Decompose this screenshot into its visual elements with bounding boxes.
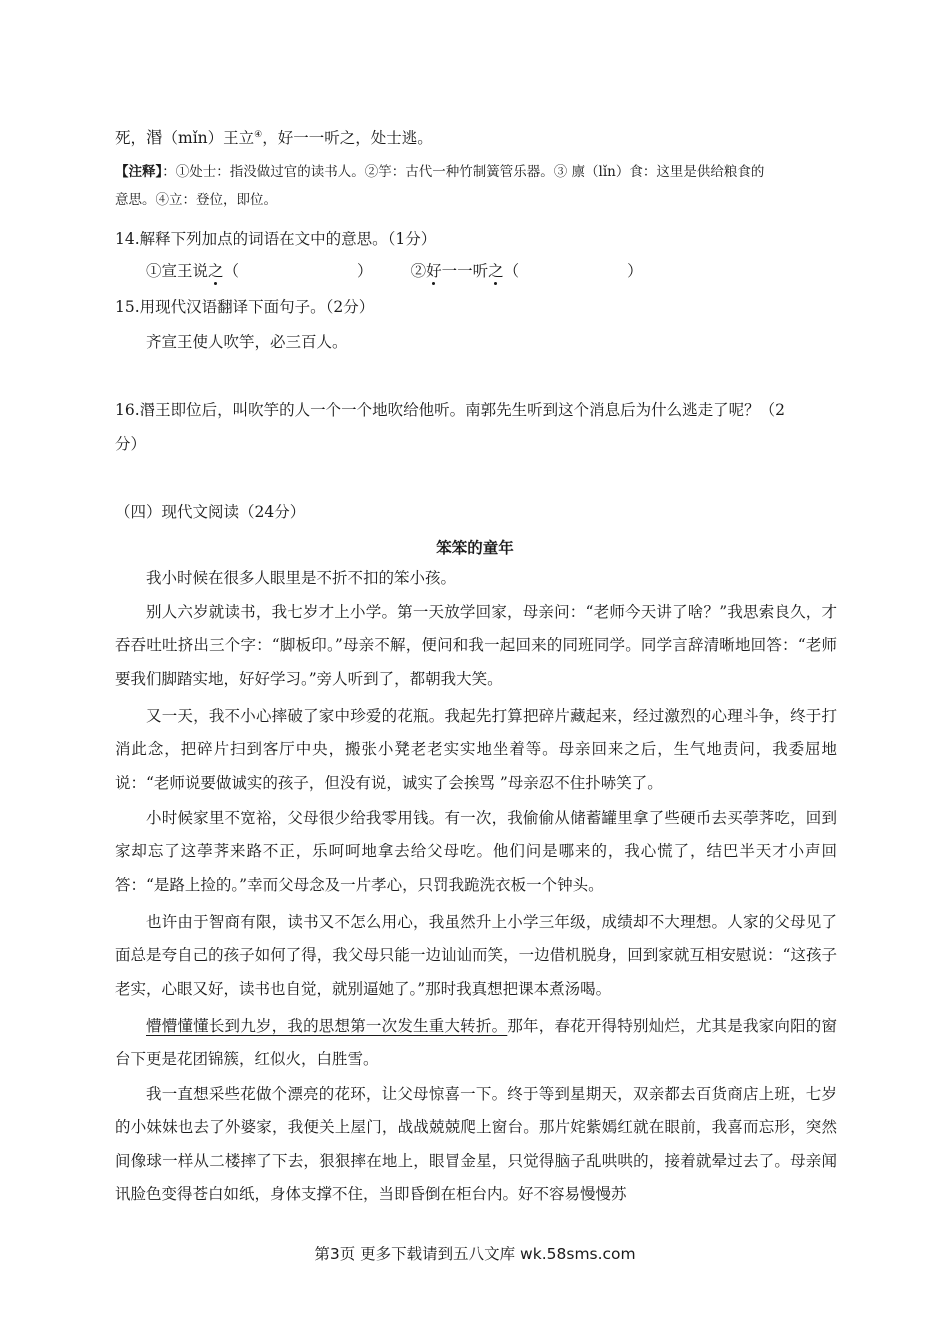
article-paragraph-7: 我一直想采些花做个漂亮的花环，让父母惊喜一下。终于等到星期天，双亲都去百货商店上班，七岁的小妹妹也去了外婆家，我便关上屋门，战战兢兢爬上窗台。那片姹紫嫣红就在眼前，我喜而忘形，突然间像球一样从二楼摔了下去，狠狠摔在地上，眼冒金星，只觉得脑子乱哄哄的，接着就晕过去了。母亲闻讯脸色变得苍白如纸，身体支撑不住，当即昏倒在柜台内。好不容易慢慢苏: [115, 1085, 837, 1204]
question-16-cont: 分）: [115, 435, 147, 453]
paren-close: ）: [357, 262, 373, 280]
article-paragraph-3: 又一天，我不小心摔破了家中珍爱的花瓶。我起先打算把碎片藏起来，经过激烈的心理斗争，终于打消此念，把碎片扫到客厅中央，搬张小凳老老实实地坐着等。母亲回来之后，生气地责问，我委屈地说：“老师说要做诚实的孩子，但没有说，诚实了会挨骂 ”母亲忍不住扑哧笑了。: [115, 707, 837, 792]
paren-open: （: [223, 262, 240, 280]
story-ending-line: [115, 124, 433, 148]
annotation-block: [115, 158, 837, 214]
question-15: 15.用现代汉语翻译下面句子。（2分）: [115, 298, 375, 316]
dotted-char: 好: [426, 262, 442, 280]
section-heading: （四）现代文阅读（24分）: [115, 503, 306, 521]
page-footer: 第3页 更多下载请到五八文库 wk.58sms.com: [314, 1245, 636, 1263]
question-16: 16.湣王即位后，叫吹竽的人一个一个地吹给他听。南郭先生听到这个消息后为什么逃走了呢？（2: [115, 401, 786, 419]
annotation-text-cont: 意思。④立：登位，即位。: [115, 192, 277, 208]
article-paragraph-4: 小时候家里不宽裕，父母很少给我零用钱。有一次，我偷偷从储蓄罐里拿了些硬币去买荸荠吃，回到家却忘了这荸荠来路不正，乐呵呵地拿去给父母吃。他们问是哪来的，我心慌了，结巴半天才小声回答：“是路上捡的。”幸而父母念及一片孝心，只罚我跪洗衣板一个钟头。: [115, 809, 837, 894]
q14b-prefix: ②: [410, 262, 427, 280]
dotted-char: 之: [208, 262, 224, 280]
pinyin-fragment: （mǐn）王立: [162, 129, 255, 147]
footnote-mark: ④: [254, 129, 263, 140]
text-fragment: 死，: [115, 129, 147, 147]
dotted-char: 之: [488, 262, 504, 280]
paren-open: （: [503, 262, 520, 280]
question-14: 14.解释下列加点的词语在文中的意思。（1分）: [115, 230, 437, 248]
q14a-prefix: ①宣王说: [146, 262, 209, 280]
article-paragraph-2: 别人六岁就读书，我七岁才上小学。第一天放学回家，母亲问：“老师今天讲了啥？”我思索良久，才吞吞吐吐挤出三个字：“脚板印。”母亲不解，便问和我一起回来的同班同学。同学言辞清晰地回答：“老师要我们脚踏实地，好好学习。”旁人听到了，都朝我大笑。: [115, 603, 837, 688]
underlined-sentence: 懵懵懂懂长到九岁，我的思想第一次发生重大转折。: [146, 1017, 508, 1035]
article-paragraph-1: 我小时候在很多人眼里是不折不扣的笨小孩。: [146, 569, 457, 587]
article-paragraph-5: 也许由于智商有限，读书又不怎么用心，我虽然升上小学三年级，成绩却不大理想。人家的父母见了面总是夸自己的孩子如何了得，我父母只能一边讪讪而笑，一边借机脱身，回到家就互相安慰说：“这孩子老实，心眼又好，读书也自觉，就别逼她了。”那时我真想把课本煮汤喝。: [115, 913, 837, 998]
paren-close: ）: [627, 262, 643, 280]
annotation-label: 【注释】: [115, 164, 163, 180]
question-14-items: [146, 259, 643, 281]
article-title: 笨笨的童年: [436, 538, 514, 557]
text-fragment: ，好一一听之，处士逃。: [262, 129, 433, 147]
q14b-mid: 一一听: [441, 262, 489, 280]
annotation-text: ：①处士：指没做过官的读书人。②竽：古代一种竹制簧管乐器。③ 廪（lǐn）食：这里是供给粮食的: [162, 164, 765, 180]
article-paragraph-6: [115, 1010, 837, 1077]
paragraph-text: 那年，春花开得特别灿烂，尤其是我家向阳的窗台下更是花团锦簇，红似火，白胜雪。: [115, 1017, 837, 1069]
question-15-sentence: 齐宣王使人吹竽，必三百人。: [146, 333, 348, 351]
king-name-char: 湣: [146, 128, 163, 147]
